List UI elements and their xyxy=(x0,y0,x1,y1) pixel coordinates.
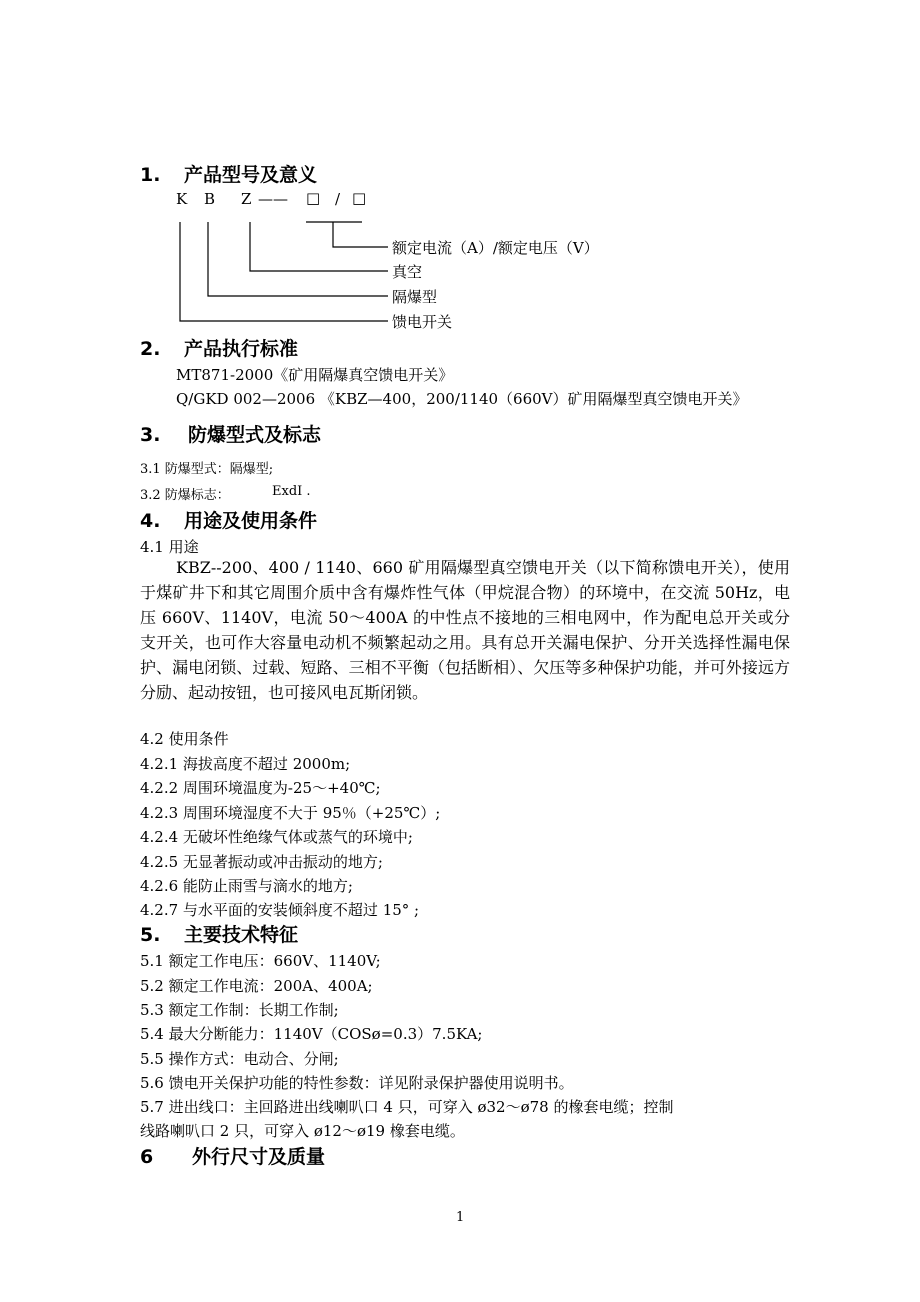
spec-5-7-line-1: 5.7 进出线口：主回路进出线喇叭口 4 只，可穿入 ø32～ø78 的橡套电缆；控制 xyxy=(140,1098,674,1116)
spec-5-5: 5.5 操作方式：电动合、分闸; xyxy=(140,1050,339,1068)
explosion-proof-type: 3.1 防爆型式：隔爆型; xyxy=(140,462,274,477)
standard-line-1: MT871-2000《矿用隔爆真空馈电开关》 xyxy=(176,366,454,384)
condition-4-2-5: 4.2.5 无显著振动或冲击振动的地方; xyxy=(140,853,383,871)
subsection-4-2-heading: 4.2 使用条件 xyxy=(140,730,229,748)
section-2-title: 产品执行标准 xyxy=(184,338,299,360)
model-label-vacuum: 真空 xyxy=(392,263,423,281)
section-4-heading xyxy=(140,506,317,533)
model-label-feeder-switch: 馈电开关 xyxy=(392,313,453,331)
explosion-proof-mark-label: 3.2 防爆标志： xyxy=(140,488,230,503)
section-5-title: 主要技术特征 xyxy=(184,924,299,946)
condition-4-2-7: 4.2.7 与水平面的安装倾斜度不超过 15° ; xyxy=(140,901,420,919)
page-number: 1 xyxy=(456,1210,465,1225)
usage-paragraph xyxy=(140,555,790,705)
section-1-number: 1. xyxy=(140,164,161,186)
subsection-4-1-heading: 4.1 用途 xyxy=(140,538,199,556)
spec-5-2: 5.2 额定工作电流：200A、400A; xyxy=(140,977,373,995)
usage-paragraph-text: KBZ--200、400 / 1140、660 矿用隔爆型真空馈电开关（以下简称馈电开关），使用于煤矿井下和其它周围介质中含有爆炸性气体（甲烷混合物）的环境中，在交流 50Hz，电压 660V、1140V，电流 50～400A 的中性点不接地的三相电网中，作为配电总开关或分支开关，也可作大容量电动机不频繁起动之用。具有总开关漏电保护、分开关选择性漏电保护、漏电闭锁、过载、短路、三相不平衡（包括断相）、欠压等多种保护功能，并可外接远方分励、起动按钮，也可接风电瓦斯闭锁。 xyxy=(140,558,790,702)
model-letter-b: B xyxy=(204,190,216,208)
condition-4-2-2: 4.2.2 周围环境温度为-25～+40℃; xyxy=(140,779,381,797)
section-1-title: 产品型号及意义 xyxy=(184,164,318,186)
model-dash: —— xyxy=(258,190,288,208)
model-label-flameproof: 隔爆型 xyxy=(392,288,438,306)
spec-5-7-line-2: 线路喇叭口 2 只，可穿入 ø12～ø19 橡套电缆。 xyxy=(140,1122,465,1140)
section-5-heading xyxy=(140,920,298,947)
section-6-number: 6 xyxy=(140,1146,154,1168)
section-3-title: 防爆型式及标志 xyxy=(188,424,322,446)
model-slash: / xyxy=(335,190,341,208)
section-3-heading xyxy=(140,420,321,447)
section-4-title: 用途及使用条件 xyxy=(184,510,318,532)
spec-5-4: 5.4 最大分断能力：1140V（COSø=0.3）7.5KA; xyxy=(140,1025,483,1043)
condition-4-2-6: 4.2.6 能防止雨雪与滴水的地方; xyxy=(140,877,353,895)
spec-5-3: 5.3 额定工作制：长期工作制; xyxy=(140,1001,339,1019)
section-2-number: 2. xyxy=(140,338,161,360)
section-6-title: 外行尺寸及质量 xyxy=(192,1146,326,1168)
model-diagram-lines xyxy=(0,0,920,340)
explosion-proof-mark-value: ExdI . xyxy=(272,484,311,499)
section-4-number: 4. xyxy=(140,510,161,532)
condition-4-2-3: 4.2.3 周围环境湿度不大于 95％（+25℃）; xyxy=(140,804,441,822)
section-5-number: 5. xyxy=(140,924,161,946)
condition-4-2-1: 4.2.1 海拔高度不超过 2000m; xyxy=(140,755,351,773)
section-6-heading xyxy=(140,1142,325,1169)
model-box-voltage: □ xyxy=(352,189,367,207)
model-box-current: □ xyxy=(306,189,321,207)
standard-line-2: Q/GKD 002—2006 《KBZ—400，200/1140（660V）矿用隔爆型真空馈电开关》 xyxy=(176,390,748,408)
section-2-heading xyxy=(140,334,298,361)
model-letter-z: Z xyxy=(241,190,252,208)
model-label-rating: 额定电流（A）/额定电压（V） xyxy=(392,239,599,257)
spec-5-1: 5.1 额定工作电压：660V、1140V; xyxy=(140,952,381,970)
section-3-number: 3. xyxy=(140,424,161,446)
spec-5-6: 5.6 馈电开关保护功能的特性参数：详见附录保护器使用说明书。 xyxy=(140,1074,574,1092)
model-letter-k: K xyxy=(176,190,188,208)
condition-4-2-4: 4.2.4 无破坏性绝缘气体或蒸气的环境中; xyxy=(140,828,413,846)
